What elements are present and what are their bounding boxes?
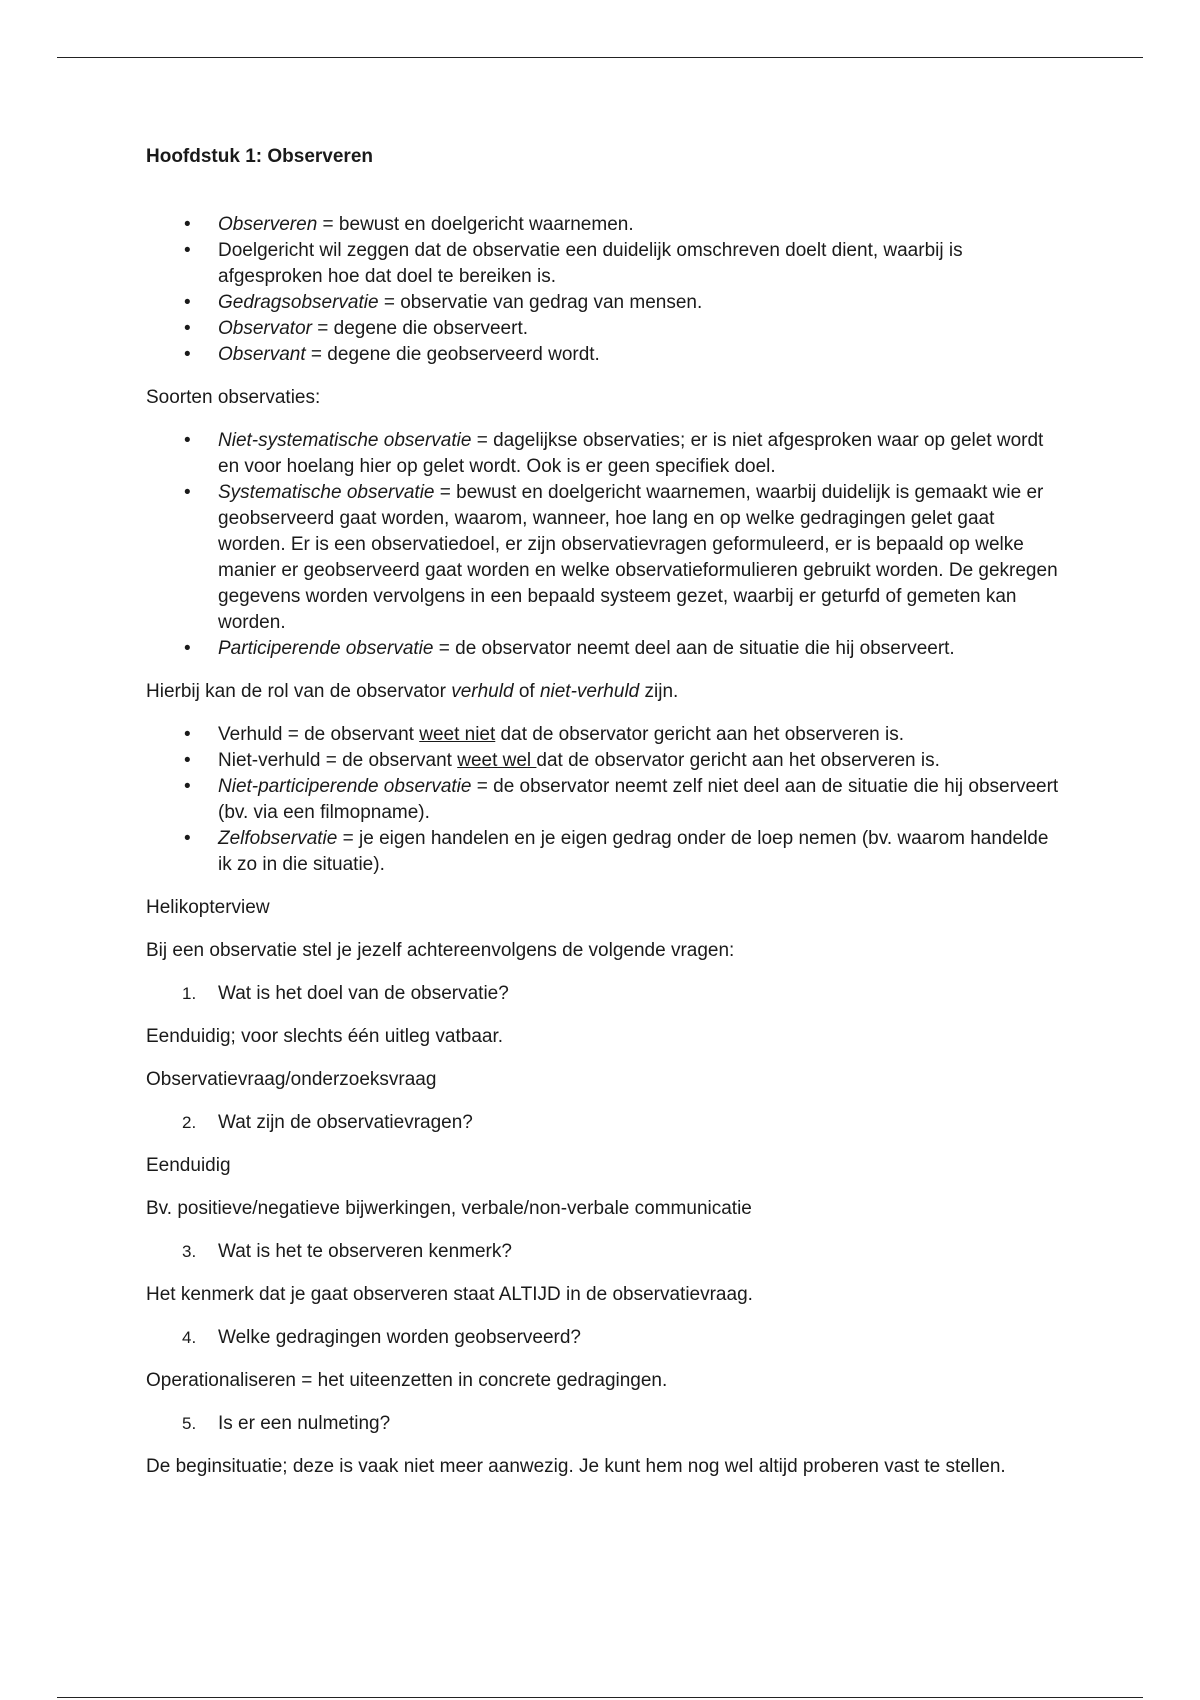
list-item: • Verhuld = de observant weet niet dat de observator gericht aan het observeren is. (146, 722, 1066, 748)
bullet-icon: • (184, 240, 191, 261)
list-item: • Participerende observatie = de observator neemt deel aan de situatie die hij observeert. (146, 636, 1066, 662)
bullet-icon: • (184, 750, 191, 771)
header-rule (57, 57, 1143, 58)
list-item: • Niet-verhuld = de observant weet wel dat de observator gericht aan het observeren is. (146, 748, 1066, 774)
roles-list (146, 722, 1066, 878)
bullet-icon: • (184, 724, 191, 745)
list-item: • Gedragsobservatie = observatie van gedrag van mensen. (146, 290, 1066, 316)
question-5 (146, 1411, 1066, 1437)
paragraph: Observatievraag/onderzoeksvraag (146, 1069, 437, 1090)
paragraph: Eenduidig (146, 1155, 231, 1176)
paragraph: De beginsituatie; deze is vaak niet meer aanwezig. Je kunt hem nog wel altijd proberen vast te stellen. (146, 1456, 1006, 1477)
list-item: 4. Welke gedragingen worden geobserveerd? (182, 1327, 582, 1348)
question-2 (146, 1110, 1066, 1136)
bullet-icon: • (184, 638, 191, 659)
page-title: Hoofdstuk 1: Observeren (146, 146, 373, 167)
list-item: • Doelgericht wil zeggen dat de observatie een duidelijk omschreven doelt dient, waarbij is afgesproken hoe dat doel te bereiken is. (184, 240, 963, 287)
bullet-icon: • (184, 482, 191, 503)
bullet-icon: • (184, 292, 191, 313)
list-item: 1. Wat is het doel van de observatie? (182, 983, 509, 1004)
list-item: 2. Wat zijn de observatievragen? (182, 1112, 473, 1133)
types-heading: Soorten observaties: (146, 387, 321, 408)
paragraph: Het kenmerk dat je gaat observeren staat ALTIJD in de observatievraag. (146, 1284, 753, 1305)
paragraph: Operationaliseren = het uiteenzetten in concrete gedragingen. (146, 1370, 668, 1391)
section-heading-helikopterview: Helikopterview (146, 897, 270, 918)
role-paragraph: Hierbij kan de rol van de observator verhuld of niet-verhuld zijn. (146, 681, 679, 702)
footer-rule (57, 1697, 1143, 1698)
question-4 (146, 1325, 1066, 1351)
intro-list (146, 212, 1066, 368)
paragraph: Eenduidig; voor slechts één uitleg vatbaar. (146, 1026, 504, 1047)
types-list (146, 428, 1066, 662)
paragraph: Bv. positieve/negatieve bijwerkingen, verbale/non-verbale communicatie (146, 1198, 752, 1219)
bullet-icon: • (184, 214, 191, 235)
bullet-icon: • (184, 430, 191, 451)
bullet-icon: • (184, 318, 191, 339)
list-item: • Observant = degene die geobserveerd wordt. (146, 342, 1066, 368)
list-item: • Niet-participerende observatie = de observator neemt zelf niet deel aan de situatie die hij observeert (bv. via een filmopname). (184, 776, 1059, 823)
list-item: • Observator = degene die observeert. (146, 316, 1066, 342)
list-item: • Systematische observatie = bewust en doelgericht waarnemen, waarbij duidelijk is gemaakt wie er geobserveerd gaat worden, waarom, wanneer, hoe lang en op welke gedragingen gelet gaat worden. Er is een observatiedoel, er zijn observatievragen geformuleerd, er is bepaald op welke manier er geobserveerd gaat worden en welke observatieformulieren gebruikt worden. De gekregen gegevens worden vervolgens in een bepaald systeem gezet, waarbij er geturfd of gemeten kan worden. (184, 482, 1058, 633)
question-1 (146, 981, 1066, 1007)
document-body (146, 144, 1066, 1497)
list-item: • Niet-systematische observatie = dagelijkse observaties; er is niet afgesproken waar op gelet wordt en voor hoelang hier op gelet wordt. Ook is er geen specifiek doel. (184, 430, 1044, 477)
list-item: 3. Wat is het te observeren kenmerk? (182, 1241, 512, 1262)
bullet-icon: • (184, 828, 191, 849)
bullet-icon: • (184, 776, 191, 797)
question-3 (146, 1239, 1066, 1265)
list-item: 5. Is er een nulmeting? (182, 1413, 391, 1434)
paragraph: Bij een observatie stel je jezelf achtereenvolgens de volgende vragen: (146, 940, 735, 961)
list-item: • Zelfobservatie = je eigen handelen en je eigen gedrag onder de loep nemen (bv. waarom handelde ik zo in die situatie). (184, 828, 1049, 875)
list-item: • Observeren = bewust en doelgericht waarnemen. (146, 212, 1066, 238)
bullet-icon: • (184, 344, 191, 365)
